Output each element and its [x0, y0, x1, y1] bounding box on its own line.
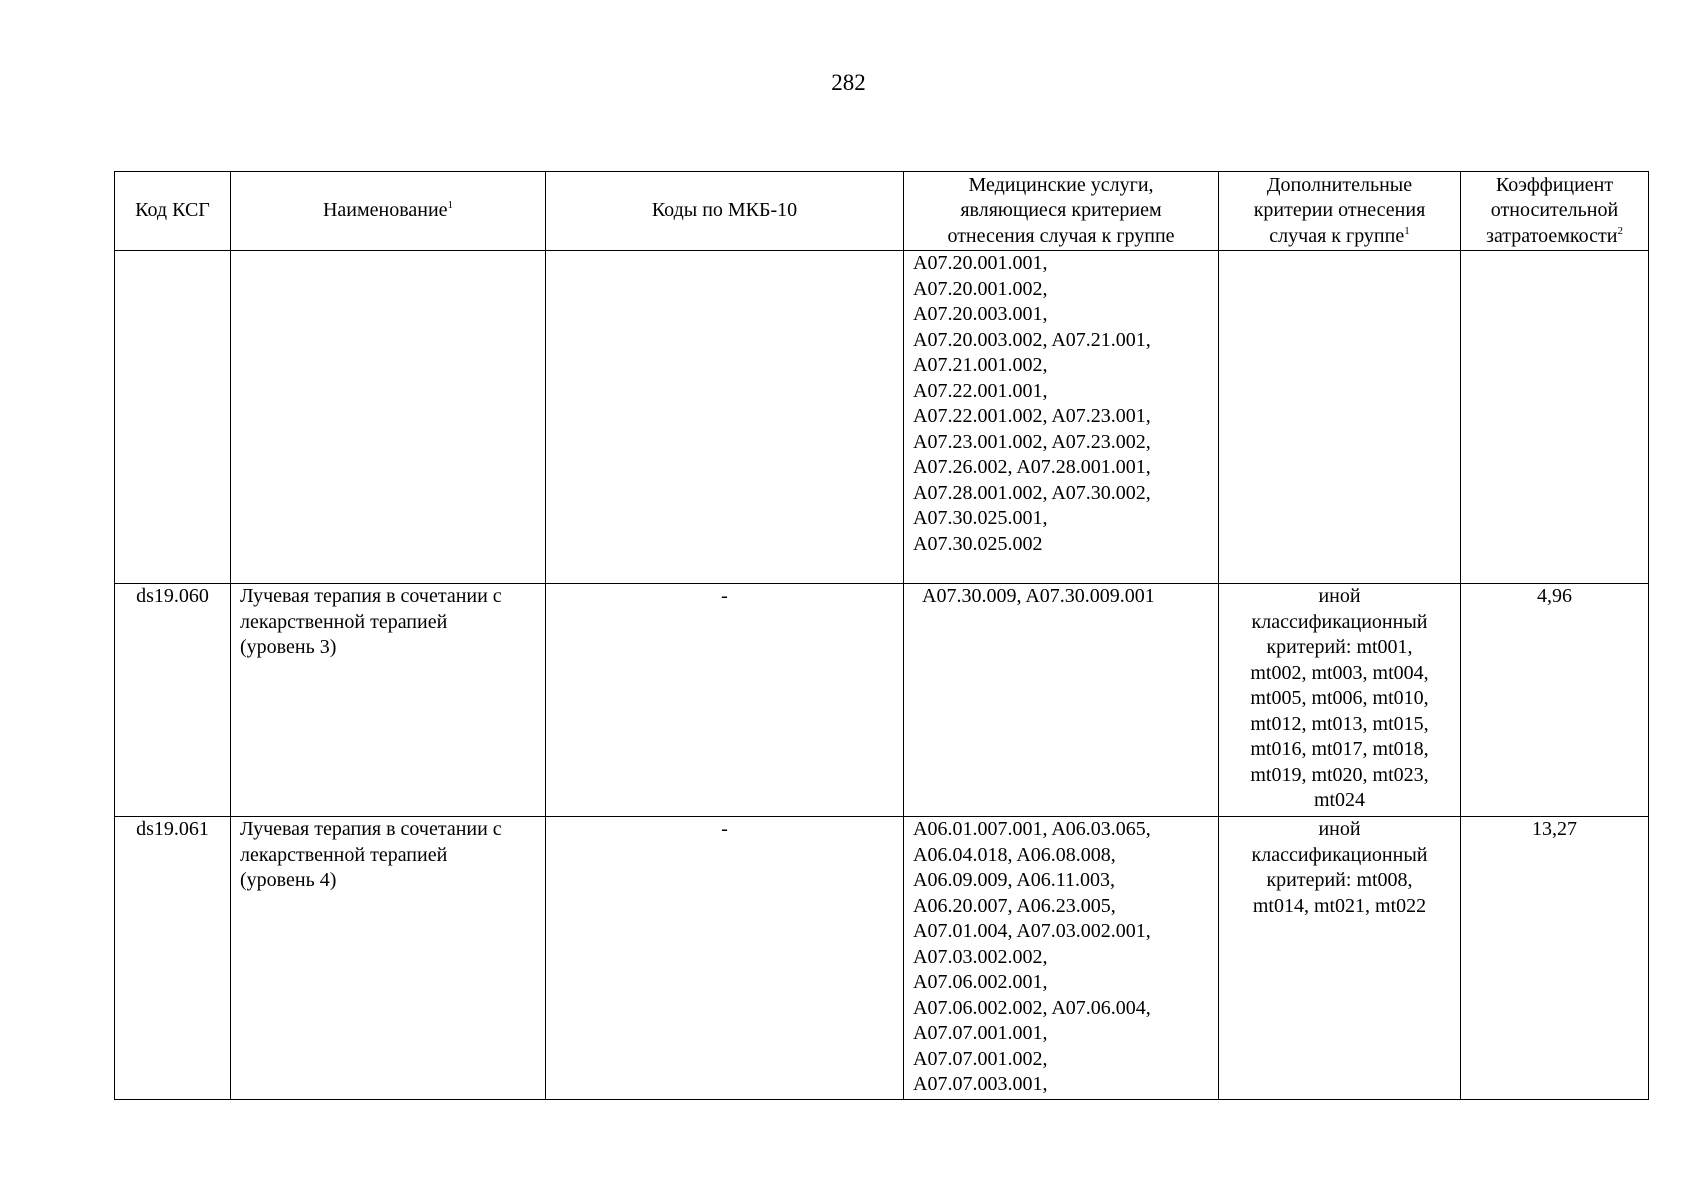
table-row — [115, 584, 1649, 817]
ksg-table — [114, 171, 1649, 1100]
cell-name — [231, 251, 546, 584]
cell-mkb: - — [546, 817, 904, 1100]
cell-name: Лучевая терапия в сочетании с лекарственной терапией (уровень 3) — [231, 584, 546, 817]
footnote-mark: 1 — [447, 199, 454, 212]
footnote-mark: 1 — [1404, 224, 1410, 237]
table-row — [115, 251, 1649, 584]
page-number: 282 — [831, 70, 866, 95]
header-code: Код КСГ — [115, 172, 231, 251]
header-mkb: Коды по МКБ-10 — [546, 172, 904, 251]
header-extra-criteria: Дополнительные критерии отнесения случая к группе$^1$ — [1219, 172, 1461, 251]
cell-code: ds19.061 — [115, 817, 231, 1100]
cell-coefficient — [1461, 251, 1649, 584]
cell-code — [115, 251, 231, 584]
cell-coefficient: 4,96 — [1461, 584, 1649, 817]
footnote-mark: 2 — [1617, 224, 1623, 237]
cell-name: Лучевая терапия в сочетании с лекарственной терапией (уровень 4) — [231, 817, 546, 1100]
cell-extra-criteria: иной классификационный критерий: mt001, mt002, mt003, mt004, mt005, mt006, mt010, mt012, mt013, mt015, mt016, mt017, mt018, mt019, mt020, mt023, mt024 — [1219, 584, 1461, 817]
header-row — [115, 172, 1649, 251]
cell-code: ds19.060 — [115, 584, 231, 817]
cell-mkb: - — [546, 584, 904, 817]
cell-services: A07.30.009, A07.30.009.001 — [904, 584, 1219, 817]
table-row — [115, 817, 1649, 1100]
header-coefficient: Коэффициент относительной затратоемкости$^2$ — [1461, 172, 1649, 251]
cell-mkb — [546, 251, 904, 584]
cell-services: A06.01.007.001, A06.03.065, A06.04.018, A06.08.008, A06.09.009, A06.11.003, A06.20.007, A06.23.005, A07.01.004, A07.03.002.001, A07.03.002.002, A07.06.002.001, A07.06.002.002, A07.06.004, A07.07.001.001, A07.07.001.002, A07.07.003.001, — [904, 817, 1219, 1100]
header-services: Медицинские услуги, являющиеся критерием отнесения случая к группе — [904, 172, 1219, 251]
cell-services: A07.20.001.001, A07.20.001.002, A07.20.003.001, A07.20.003.002, A07.21.001, A07.21.001.002, A07.22.001.001, A07.22.001.002, A07.23.001, A07.23.001.002, A07.23.002, A07.26.002, A07.28.001.001, A07.28.001.002, A07.30.002, A07.30.025.001, A07.30.025.002 — [904, 251, 1219, 584]
cell-extra-criteria: иной классификационный критерий: mt008, mt014, mt021, mt022 — [1219, 817, 1461, 1100]
cell-coefficient: 13,27 — [1461, 817, 1649, 1100]
cell-extra-criteria — [1219, 251, 1461, 584]
header-name: Наименование$^1$ — [231, 172, 546, 251]
